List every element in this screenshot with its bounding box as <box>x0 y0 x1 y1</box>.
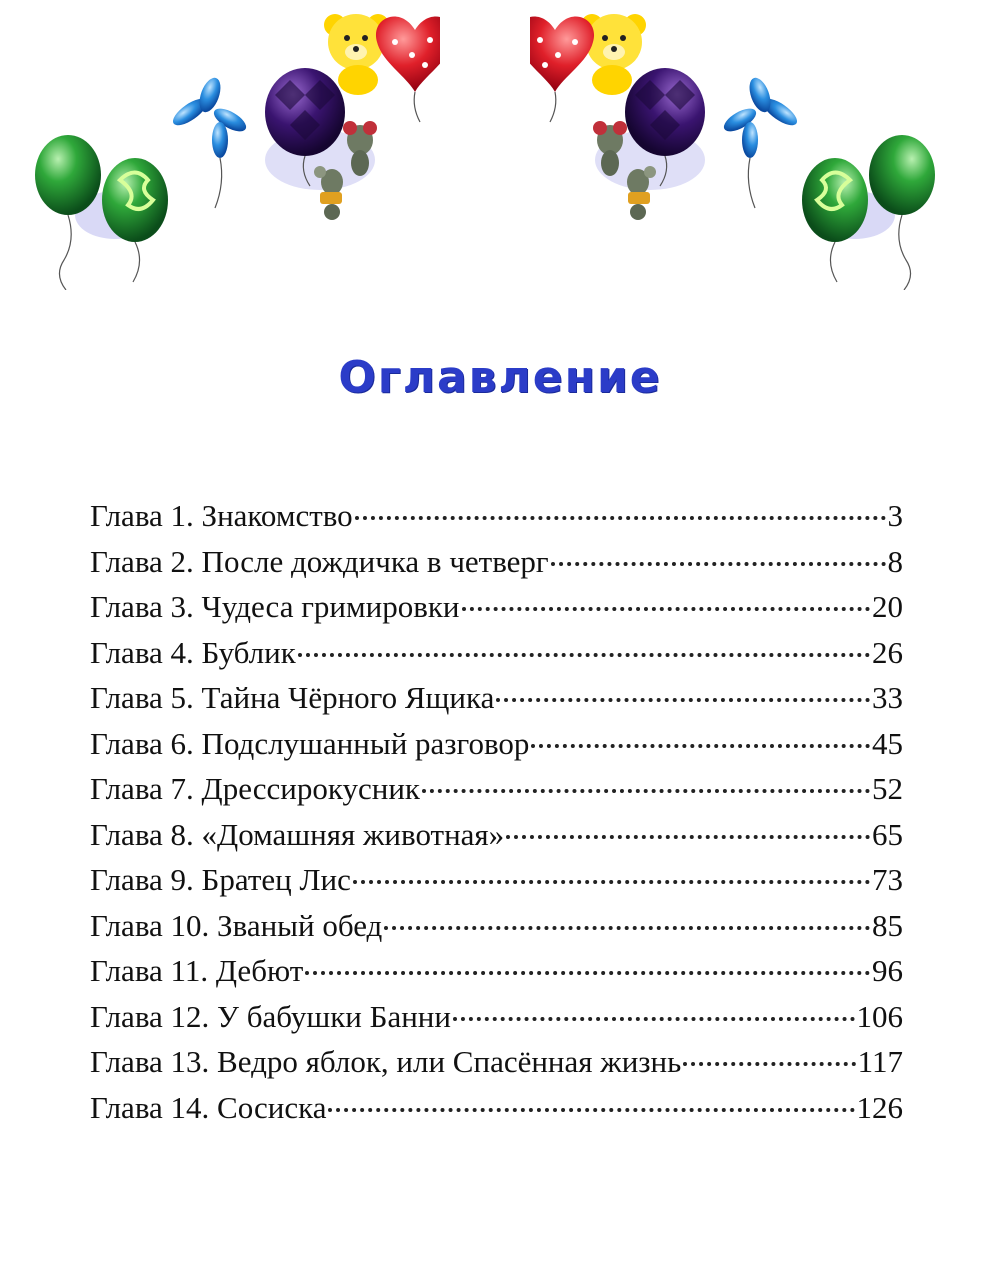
toc-entry-title: Глава 13. Ведро яблок, или Спасённая жизнь <box>90 1044 682 1079</box>
toc-leader-dots <box>453 1017 855 1021</box>
toc-entry-page: 126 <box>856 1089 903 1125</box>
balloons-illustration-left <box>20 0 440 290</box>
toc-entry-page: 96 <box>872 953 903 988</box>
table-of-contents <box>90 498 903 1135</box>
toc-entry-page: 106 <box>856 998 903 1034</box>
toc-entry[interactable] <box>90 726 903 772</box>
toc-entry-title: Глава 10. Званый обед <box>90 907 383 943</box>
toc-entry-title: Глава 1. Знакомство <box>90 498 353 533</box>
toc-entry-title: Глава 3. Чудеса гримировки <box>90 589 460 624</box>
toc-leader-dots <box>531 744 870 748</box>
toc-entry[interactable] <box>90 771 903 817</box>
toc-entry-title: Глава 2. После дождичка в четверг <box>90 543 549 579</box>
toc-entry-title: Глава 7. Дрессирокусник <box>90 771 420 806</box>
toc-entry[interactable] <box>90 817 903 863</box>
blue-balloon-dog-icon <box>720 75 801 208</box>
toc-leader-dots <box>305 971 870 975</box>
toc-leader-dots <box>384 926 870 930</box>
toc-leader-dots <box>462 607 870 611</box>
toc-entry-page: 20 <box>872 589 903 624</box>
balloons-illustration-right <box>530 0 950 290</box>
green-patterned-balloon-icon <box>102 158 168 282</box>
toc-entry[interactable] <box>90 589 903 635</box>
toc-leader-dots <box>328 1108 854 1112</box>
toc-entry-page: 73 <box>872 862 903 897</box>
toc-entry[interactable] <box>90 680 903 726</box>
toc-entry-page: 3 <box>887 498 903 533</box>
toc-entry-page: 85 <box>872 907 903 943</box>
toc-entry[interactable] <box>90 908 903 954</box>
toc-entry[interactable] <box>90 862 903 908</box>
page-title: Оглавление <box>338 352 662 403</box>
toc-entry-page: 52 <box>872 771 903 806</box>
toc-entry-title: Глава 12. У бабушки Банни <box>90 998 451 1034</box>
toc-entry-title: Глава 6. Подслушанный разговор <box>90 725 530 761</box>
toc-leader-dots <box>683 1062 855 1066</box>
toc-leader-dots <box>551 562 886 566</box>
toc-entry-title: Глава 5. Тайна Чёрного Ящика <box>90 680 495 715</box>
toc-leader-dots <box>298 653 870 657</box>
toc-entry-title: Глава 14. Сосиска <box>90 1089 327 1125</box>
toc-entry[interactable] <box>90 544 903 590</box>
toc-entry[interactable] <box>90 498 903 544</box>
toc-entry-title: Глава 11. Дебют <box>90 953 304 988</box>
toc-entry[interactable] <box>90 1090 903 1136</box>
toc-entry-title: Глава 9. Братец Лис <box>90 862 351 897</box>
red-heart-balloon-icon <box>530 16 594 122</box>
toc-entry-page: 8 <box>887 543 903 579</box>
toc-leader-dots <box>422 789 870 793</box>
red-heart-balloon-icon <box>376 16 440 122</box>
blue-balloon-dog-icon <box>169 75 250 208</box>
green-patterned-balloon-icon <box>802 158 868 282</box>
toc-entry[interactable] <box>90 999 903 1045</box>
toc-entry-page: 65 <box>872 816 903 852</box>
toc-entry-title: Глава 4. Бублик <box>90 634 296 670</box>
toc-entry[interactable] <box>90 1044 903 1090</box>
toc-leader-dots <box>355 516 886 520</box>
toc-entry[interactable] <box>90 953 903 999</box>
toc-leader-dots <box>506 835 870 839</box>
toc-leader-dots <box>353 880 870 884</box>
toc-leader-dots <box>496 698 870 702</box>
toc-entry-page: 117 <box>857 1044 903 1079</box>
toc-entry-page: 33 <box>872 680 903 715</box>
toc-entry-page: 45 <box>872 725 903 761</box>
toc-entry-page: 26 <box>872 634 903 670</box>
toc-entry[interactable] <box>90 635 903 681</box>
toc-entry-title: Глава 8. «Домашняя животная» <box>90 816 505 852</box>
